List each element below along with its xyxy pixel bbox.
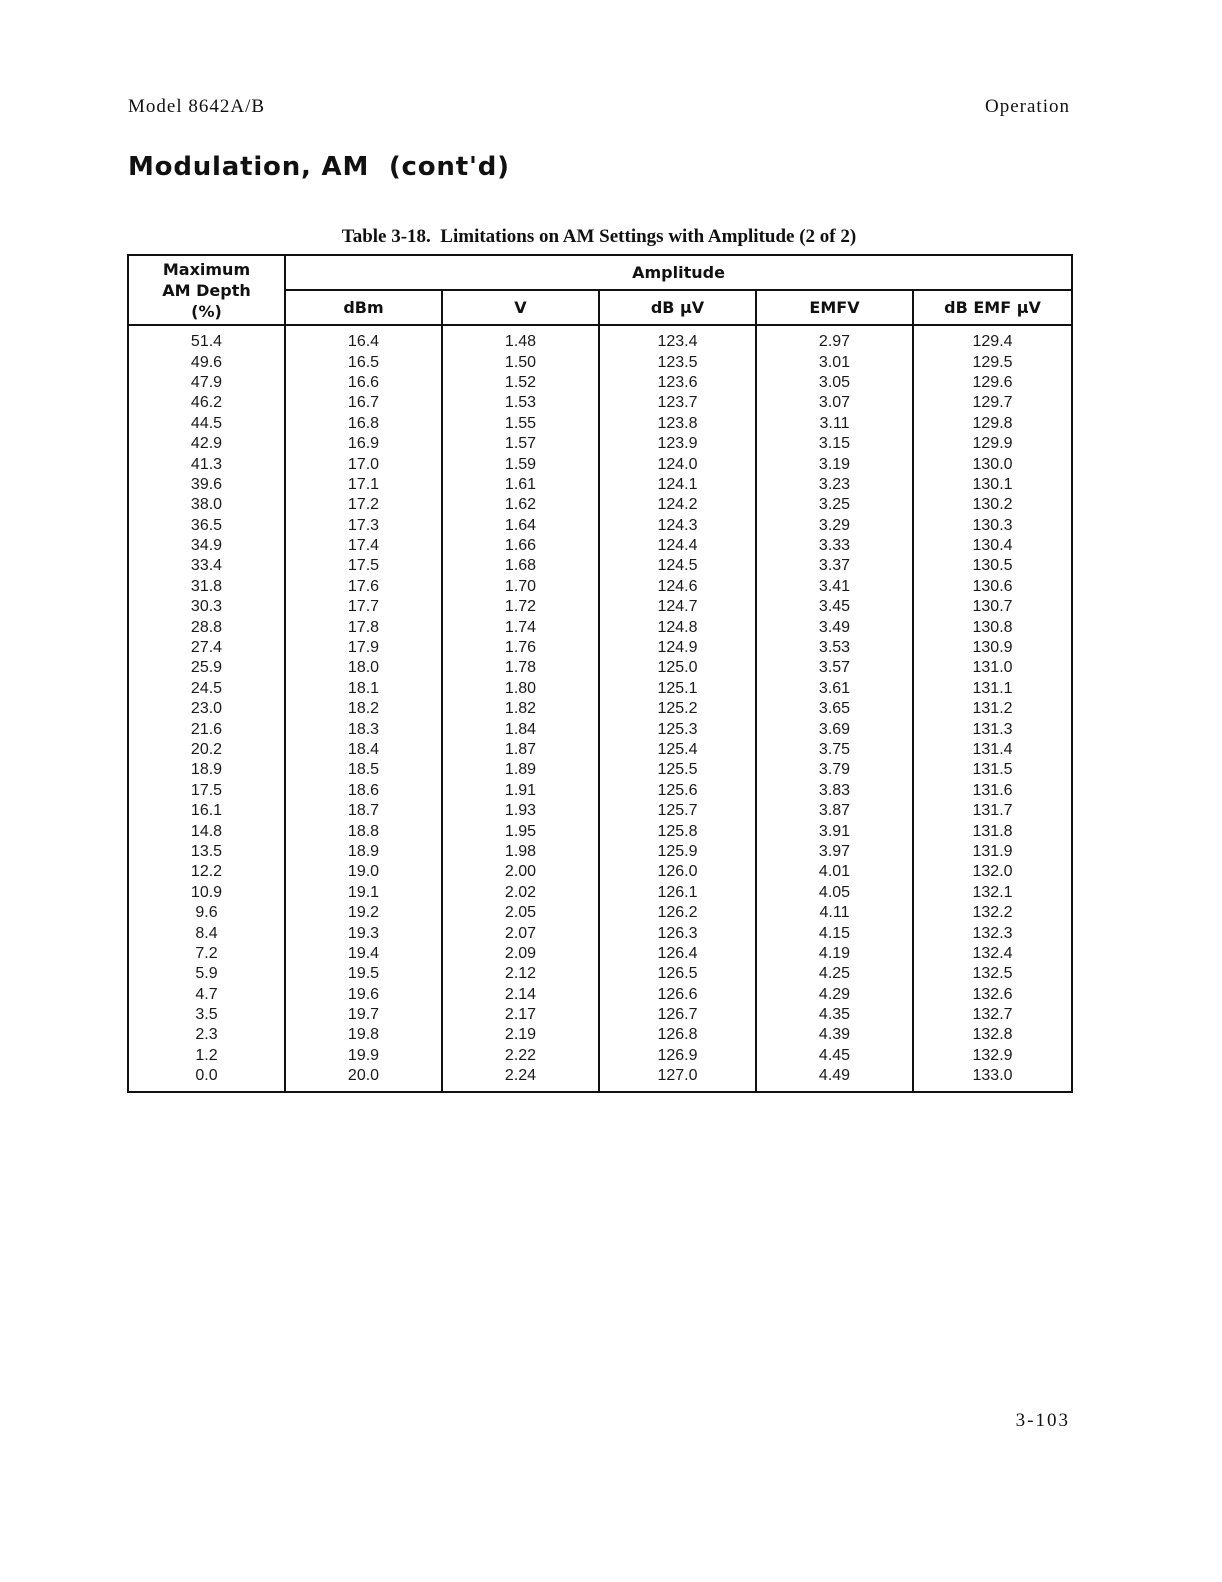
table-row [128,1046,1072,1066]
cell-dbm: 17.4 [285,536,442,556]
table-row [128,325,1072,352]
table-row [128,1005,1072,1025]
cell-dbm: 16.6 [285,373,442,393]
cell-db-uv: 123.7 [599,393,756,413]
cell-db-emf-uv: 129.8 [913,414,1072,434]
table-row [128,597,1072,617]
cell-db-uv: 126.5 [599,964,756,984]
cell-db-uv: 126.8 [599,1025,756,1045]
cell-am-depth: 39.6 [128,475,285,495]
amplitude-group-header: Amplitude [285,255,1072,290]
cell-dbm: 18.5 [285,760,442,780]
cell-db-emf-uv: 132.9 [913,1046,1072,1066]
cell-emfv: 4.15 [756,923,913,943]
cell-db-emf-uv: 132.0 [913,862,1072,882]
cell-am-depth: 46.2 [128,393,285,413]
table-row [128,964,1072,984]
cell-am-depth: 49.6 [128,352,285,372]
cell-am-depth: 41.3 [128,454,285,474]
cell-emfv: 3.23 [756,475,913,495]
cell-emfv: 3.53 [756,638,913,658]
cell-am-depth: 10.9 [128,883,285,903]
cell-db-emf-uv: 130.2 [913,495,1072,515]
cell-db-uv: 124.8 [599,617,756,637]
cell-dbm: 20.0 [285,1066,442,1092]
cell-db-emf-uv: 131.2 [913,699,1072,719]
cell-volts: 1.64 [442,516,599,536]
cell-volts: 1.98 [442,842,599,862]
cell-am-depth: 42.9 [128,434,285,454]
table-caption: Table 3-18. Limitations on AM Settings with Amplitude (2 of 2) [341,226,857,247]
cell-emfv: 3.75 [756,740,913,760]
cell-dbm: 16.5 [285,352,442,372]
cell-db-uv: 125.1 [599,679,756,699]
cell-dbm: 16.9 [285,434,442,454]
cell-db-uv: 126.9 [599,1046,756,1066]
header-model: Model 8642A/B [128,96,266,117]
cell-am-depth: 24.5 [128,679,285,699]
cell-dbm: 19.6 [285,985,442,1005]
cell-dbm: 19.7 [285,1005,442,1025]
cell-volts: 1.74 [442,617,599,637]
column-header-dbm: dBm [285,290,442,325]
cell-emfv: 3.45 [756,597,913,617]
cell-db-emf-uv: 129.5 [913,352,1072,372]
cell-volts: 2.19 [442,1025,599,1045]
cell-am-depth: 33.4 [128,556,285,576]
cell-volts: 2.24 [442,1066,599,1092]
cell-emfv: 4.25 [756,964,913,984]
cell-dbm: 17.1 [285,475,442,495]
table-row [128,454,1072,474]
column-header-emfv: EMFV [756,290,913,325]
cell-am-depth: 25.9 [128,658,285,678]
cell-db-emf-uv: 131.6 [913,781,1072,801]
cell-db-emf-uv: 130.3 [913,516,1072,536]
cell-db-uv: 124.3 [599,516,756,536]
table-row [128,516,1072,536]
cell-volts: 1.52 [442,373,599,393]
cell-am-depth: 17.5 [128,781,285,801]
am-limitations-table [127,254,1073,1093]
table-row [128,760,1072,780]
cell-db-uv: 124.7 [599,597,756,617]
table-row [128,536,1072,556]
cell-dbm: 18.9 [285,842,442,862]
table-row [128,842,1072,862]
cell-am-depth: 18.9 [128,760,285,780]
cell-db-uv: 126.6 [599,985,756,1005]
cell-emfv: 4.11 [756,903,913,923]
table-row [128,862,1072,882]
cell-volts: 1.89 [442,760,599,780]
cell-db-uv: 125.8 [599,821,756,841]
cell-dbm: 17.3 [285,516,442,536]
cell-db-uv: 125.7 [599,801,756,821]
cell-db-emf-uv: 130.9 [913,638,1072,658]
cell-emfv: 3.87 [756,801,913,821]
cell-emfv: 3.33 [756,536,913,556]
cell-db-emf-uv: 131.5 [913,760,1072,780]
table-row [128,373,1072,393]
cell-am-depth: 1.2 [128,1046,285,1066]
cell-emfv: 3.15 [756,434,913,454]
cell-am-depth: 30.3 [128,597,285,617]
cell-dbm: 18.6 [285,781,442,801]
cell-volts: 1.55 [442,414,599,434]
cell-emfv: 3.57 [756,658,913,678]
cell-am-depth: 3.5 [128,1005,285,1025]
cell-db-emf-uv: 130.5 [913,556,1072,576]
cell-dbm: 17.2 [285,495,442,515]
cell-emfv: 4.45 [756,1046,913,1066]
cell-emfv: 3.91 [756,821,913,841]
header-section: Operation [985,96,1070,117]
cell-emfv: 4.05 [756,883,913,903]
cell-db-uv: 126.0 [599,862,756,882]
cell-volts: 1.76 [442,638,599,658]
cell-db-emf-uv: 130.1 [913,475,1072,495]
cell-volts: 1.57 [442,434,599,454]
cell-db-uv: 123.4 [599,325,756,352]
cell-db-emf-uv: 131.0 [913,658,1072,678]
cell-dbm: 19.0 [285,862,442,882]
cell-emfv: 3.25 [756,495,913,515]
cell-db-emf-uv: 132.6 [913,985,1072,1005]
cell-volts: 1.70 [442,577,599,597]
depth-header-line1: Maximum [162,259,251,279]
cell-db-emf-uv: 130.7 [913,597,1072,617]
cell-dbm: 16.7 [285,393,442,413]
cell-dbm: 18.3 [285,719,442,739]
cell-db-emf-uv: 132.7 [913,1005,1072,1025]
cell-emfv: 3.83 [756,781,913,801]
table-row [128,883,1072,903]
cell-db-emf-uv: 129.4 [913,325,1072,352]
cell-dbm: 19.8 [285,1025,442,1045]
cell-volts: 2.05 [442,903,599,923]
cell-db-uv: 124.4 [599,536,756,556]
cell-volts: 1.78 [442,658,599,678]
cell-am-depth: 2.3 [128,1025,285,1045]
cell-db-emf-uv: 131.3 [913,719,1072,739]
cell-am-depth: 5.9 [128,964,285,984]
cell-am-depth: 51.4 [128,325,285,352]
cell-db-emf-uv: 130.8 [913,617,1072,637]
cell-db-emf-uv: 129.7 [913,393,1072,413]
cell-emfv: 3.29 [756,516,913,536]
cell-volts: 1.95 [442,821,599,841]
cell-emfv: 4.39 [756,1025,913,1045]
cell-db-emf-uv: 132.1 [913,883,1072,903]
table-row [128,740,1072,760]
cell-volts: 1.91 [442,781,599,801]
cell-db-emf-uv: 129.6 [913,373,1072,393]
cell-volts: 1.82 [442,699,599,719]
cell-db-emf-uv: 131.8 [913,821,1072,841]
cell-volts: 1.53 [442,393,599,413]
cell-db-uv: 124.9 [599,638,756,658]
cell-emfv: 4.35 [756,1005,913,1025]
cell-db-uv: 126.7 [599,1005,756,1025]
cell-dbm: 18.4 [285,740,442,760]
cell-db-uv: 123.6 [599,373,756,393]
cell-db-uv: 126.2 [599,903,756,923]
cell-emfv: 4.01 [756,862,913,882]
cell-db-uv: 124.6 [599,577,756,597]
cell-am-depth: 9.6 [128,903,285,923]
cell-dbm: 18.8 [285,821,442,841]
cell-emfv: 3.61 [756,679,913,699]
cell-db-uv: 126.1 [599,883,756,903]
cell-am-depth: 14.8 [128,821,285,841]
cell-db-uv: 123.8 [599,414,756,434]
cell-am-depth: 13.5 [128,842,285,862]
table-row [128,1066,1072,1092]
table-row [128,658,1072,678]
cell-db-uv: 124.0 [599,454,756,474]
cell-dbm: 17.6 [285,577,442,597]
cell-emfv: 4.49 [756,1066,913,1092]
cell-dbm: 19.9 [285,1046,442,1066]
cell-am-depth: 8.4 [128,923,285,943]
cell-db-emf-uv: 131.7 [913,801,1072,821]
cell-volts: 2.22 [442,1046,599,1066]
cell-am-depth: 20.2 [128,740,285,760]
table-row [128,679,1072,699]
cell-db-emf-uv: 132.4 [913,944,1072,964]
table-row [128,719,1072,739]
table-row [128,801,1072,821]
cell-am-depth: 12.2 [128,862,285,882]
cell-emfv: 3.65 [756,699,913,719]
cell-emfv: 3.07 [756,393,913,413]
cell-dbm: 16.8 [285,414,442,434]
cell-db-emf-uv: 130.6 [913,577,1072,597]
cell-am-depth: 27.4 [128,638,285,658]
cell-dbm: 18.0 [285,658,442,678]
cell-am-depth: 23.0 [128,699,285,719]
cell-am-depth: 7.2 [128,944,285,964]
cell-db-emf-uv: 130.0 [913,454,1072,474]
cell-volts: 1.59 [442,454,599,474]
cell-dbm: 17.0 [285,454,442,474]
cell-dbm: 19.1 [285,883,442,903]
cell-am-depth: 16.1 [128,801,285,821]
cell-emfv: 4.19 [756,944,913,964]
section-title: Modulation, AM (cont'd) [128,152,510,182]
cell-db-uv: 125.5 [599,760,756,780]
cell-am-depth: 47.9 [128,373,285,393]
cell-dbm: 19.5 [285,964,442,984]
cell-am-depth: 38.0 [128,495,285,515]
table-row [128,617,1072,637]
cell-db-uv: 125.4 [599,740,756,760]
cell-db-uv: 124.5 [599,556,756,576]
cell-db-uv: 123.5 [599,352,756,372]
depth-header-line2: AM Depth [162,280,251,300]
cell-dbm: 19.2 [285,903,442,923]
cell-volts: 2.17 [442,1005,599,1025]
cell-emfv: 3.05 [756,373,913,393]
cell-volts: 1.66 [442,536,599,556]
cell-db-uv: 126.3 [599,923,756,943]
cell-db-uv: 125.0 [599,658,756,678]
cell-db-emf-uv: 129.9 [913,434,1072,454]
table-row [128,556,1072,576]
cell-db-uv: 125.3 [599,719,756,739]
cell-emfv: 3.19 [756,454,913,474]
depth-header-line3: (%) [191,301,222,321]
cell-volts: 1.80 [442,679,599,699]
table-row [128,821,1072,841]
cell-dbm: 17.5 [285,556,442,576]
cell-dbm: 19.4 [285,944,442,964]
cell-volts: 2.12 [442,964,599,984]
cell-db-uv: 124.1 [599,475,756,495]
cell-db-uv: 125.2 [599,699,756,719]
depth-header [128,255,285,325]
cell-emfv: 3.97 [756,842,913,862]
cell-emfv: 3.41 [756,577,913,597]
table-row [128,699,1072,719]
table-row [128,781,1072,801]
cell-volts: 2.14 [442,985,599,1005]
table-row [128,903,1072,923]
cell-emfv: 3.69 [756,719,913,739]
cell-volts: 2.07 [442,923,599,943]
table-row [128,638,1072,658]
table-row [128,434,1072,454]
cell-volts: 1.61 [442,475,599,495]
table-row [128,352,1072,372]
cell-db-emf-uv: 133.0 [913,1066,1072,1092]
cell-am-depth: 0.0 [128,1066,285,1092]
cell-db-emf-uv: 131.9 [913,842,1072,862]
cell-emfv: 3.01 [756,352,913,372]
cell-emfv: 3.37 [756,556,913,576]
cell-db-emf-uv: 132.3 [913,923,1072,943]
cell-am-depth: 34.9 [128,536,285,556]
cell-dbm: 17.9 [285,638,442,658]
cell-dbm: 17.8 [285,617,442,637]
cell-am-depth: 44.5 [128,414,285,434]
cell-db-uv: 124.2 [599,495,756,515]
table-row [128,944,1072,964]
cell-dbm: 19.3 [285,923,442,943]
cell-db-emf-uv: 130.4 [913,536,1072,556]
column-header-volts: V [442,290,599,325]
table-row [128,923,1072,943]
cell-am-depth: 36.5 [128,516,285,536]
cell-dbm: 17.7 [285,597,442,617]
cell-emfv: 3.11 [756,414,913,434]
cell-emfv: 3.79 [756,760,913,780]
cell-volts: 1.50 [442,352,599,372]
cell-db-uv: 126.4 [599,944,756,964]
table-row [128,393,1072,413]
table-row [128,577,1072,597]
cell-db-uv: 127.0 [599,1066,756,1092]
cell-db-uv: 125.9 [599,842,756,862]
cell-emfv: 4.29 [756,985,913,1005]
cell-db-emf-uv: 132.5 [913,964,1072,984]
cell-volts: 1.72 [442,597,599,617]
table-row [128,414,1072,434]
cell-volts: 1.48 [442,325,599,352]
table-row [128,1025,1072,1045]
column-header-db-emf-uv: dB EMF µV [913,290,1072,325]
cell-db-emf-uv: 131.4 [913,740,1072,760]
cell-volts: 2.09 [442,944,599,964]
page-number: 3-103 [1015,1410,1070,1431]
cell-volts: 1.62 [442,495,599,515]
cell-dbm: 18.1 [285,679,442,699]
table-row [128,985,1072,1005]
cell-emfv: 2.97 [756,325,913,352]
cell-db-emf-uv: 132.8 [913,1025,1072,1045]
cell-volts: 1.87 [442,740,599,760]
column-header-db-uv: dB µV [599,290,756,325]
cell-am-depth: 21.6 [128,719,285,739]
cell-am-depth: 28.8 [128,617,285,637]
table-body [128,325,1072,1092]
cell-am-depth: 4.7 [128,985,285,1005]
cell-dbm: 18.7 [285,801,442,821]
table-row [128,475,1072,495]
cell-volts: 2.02 [442,883,599,903]
cell-db-uv: 125.6 [599,781,756,801]
cell-volts: 2.00 [442,862,599,882]
cell-emfv: 3.49 [756,617,913,637]
table-row [128,495,1072,515]
cell-dbm: 16.4 [285,325,442,352]
cell-db-emf-uv: 131.1 [913,679,1072,699]
cell-volts: 1.68 [442,556,599,576]
cell-db-emf-uv: 132.2 [913,903,1072,923]
cell-db-uv: 123.9 [599,434,756,454]
cell-volts: 1.84 [442,719,599,739]
cell-am-depth: 31.8 [128,577,285,597]
cell-volts: 1.93 [442,801,599,821]
cell-dbm: 18.2 [285,699,442,719]
